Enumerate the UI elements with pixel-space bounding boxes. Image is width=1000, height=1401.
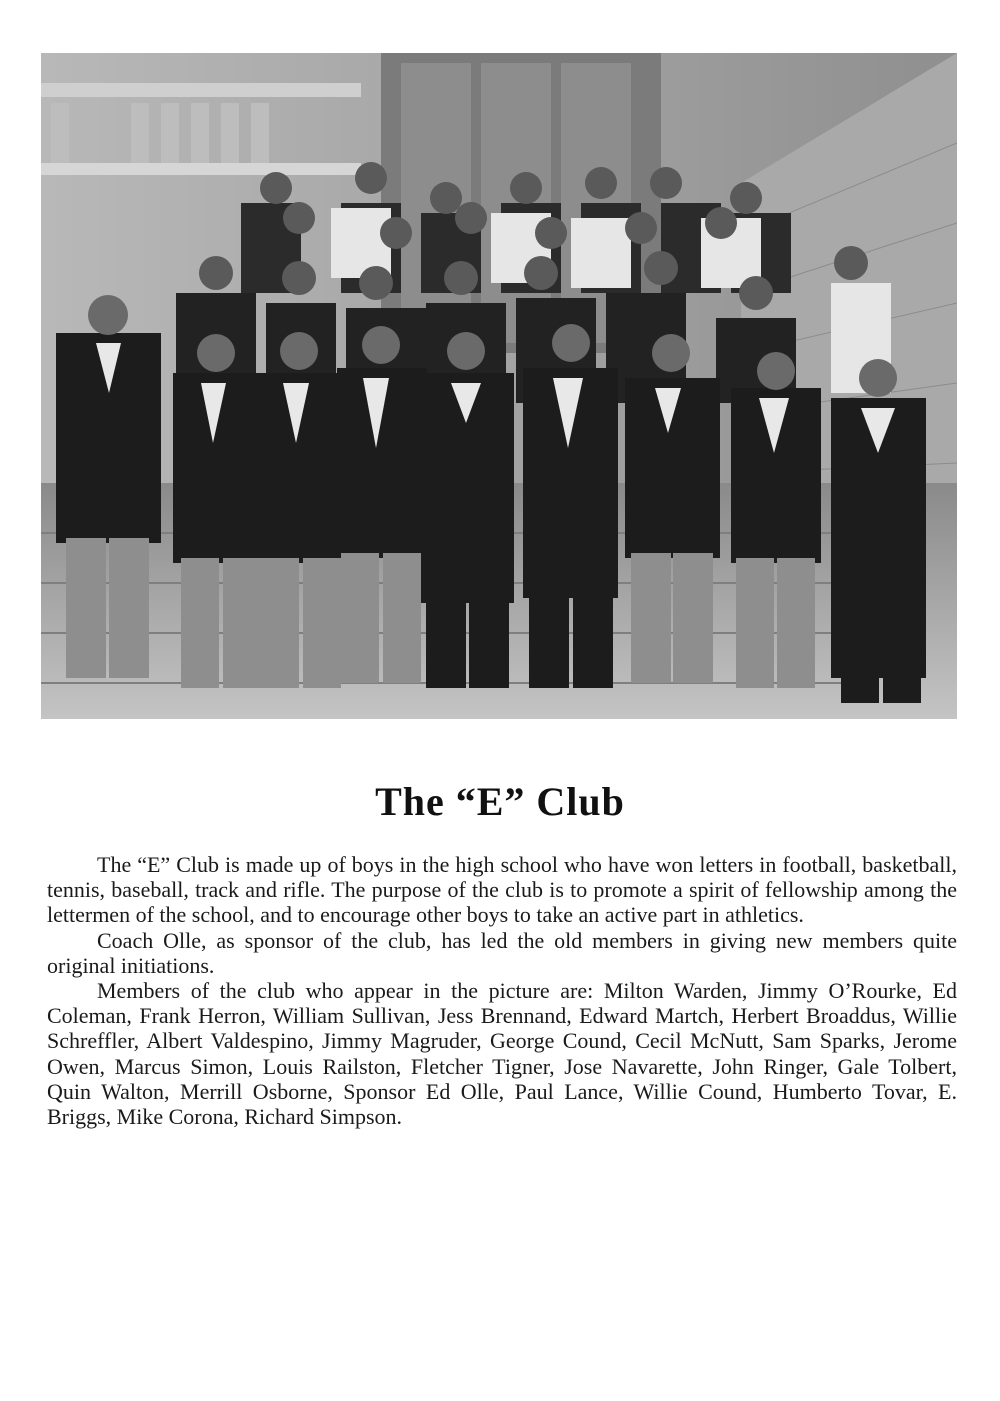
group-photo-illustration — [41, 53, 957, 719]
page-title: The “E” Club — [375, 779, 625, 824]
paragraph-sponsor: Coach Olle, as sponsor of the club, has led the old members in giving new members quite original initiations. — [47, 927, 957, 978]
group-photo — [41, 53, 957, 719]
paragraph-members: Members of the club who appear in the picture are: Milton Warden, Jimmy O’Rourke, Ed Coleman, Frank Herron, William Sullivan, Jess Brennand, Edward Martch, Herbert Broaddus, Willie Schreffler, Albert Valdespino, Jimmy Magruder, George Cound, Cecil McNutt, Sam Sparks, Jerome Owen, Marcus Simon, Louis Railston, Fletcher Tigner, Jose Navarette, John Ringer, Gale Tolbert, Quin Walton, Merrill Osborne, Sponsor Ed Olle, Paul Lance, Willie Cound, Humberto Tovar, E. Briggs, Mike Corona, Richard Simpson. — [47, 978, 957, 1130]
paragraph-intro: The “E” Club is made up of boys in the high school who have won letters in football, basketball, tennis, baseball, track and rifle. The purpose of the club is to promote a spirit of fellowship among the lettermen of the school, and to encourage other boys to take an active part in athletics. — [47, 852, 957, 928]
article-body — [47, 852, 957, 1129]
